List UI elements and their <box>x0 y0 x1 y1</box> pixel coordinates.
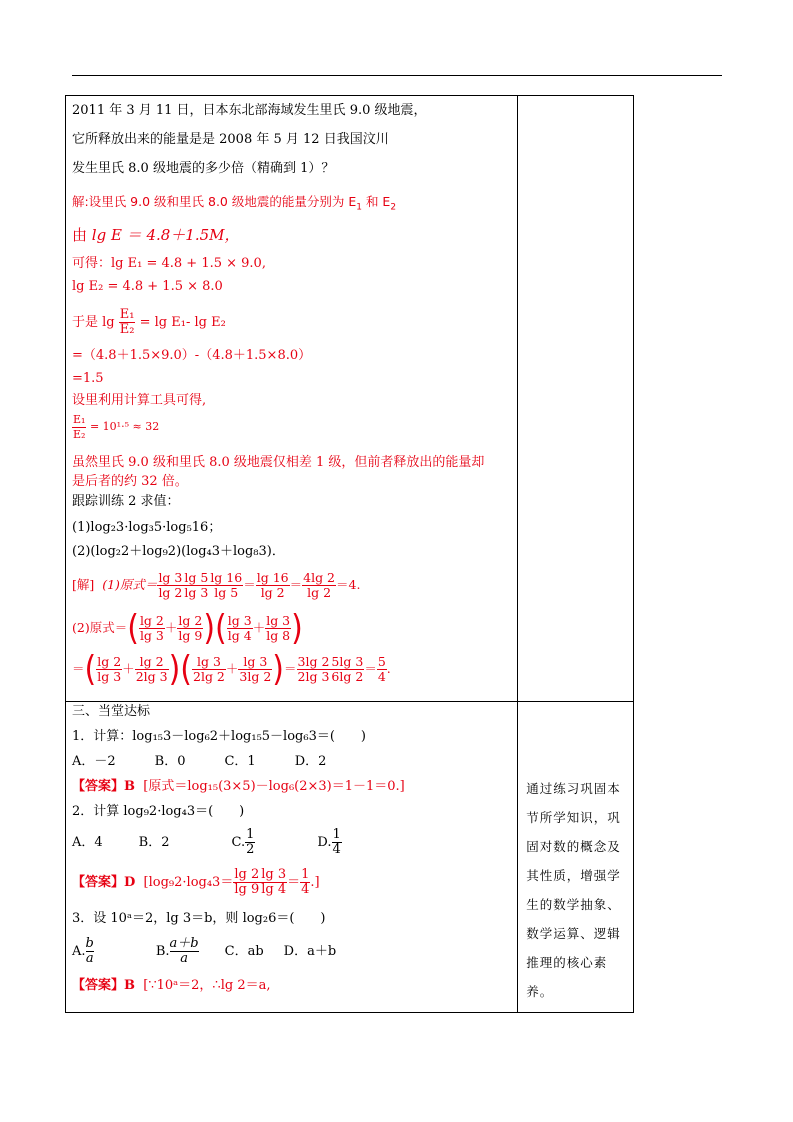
energy-formula: 由 lg E ＝ 4.8＋1.5M， <box>72 226 240 244</box>
exercise-q2-options: A．4 B．2 C. $\frac{1}{2}$ D. $\frac{1}{4}$ <box>72 827 341 857</box>
exercise-cell <box>66 702 518 1013</box>
practice-title: 跟踪训练 2 求值： <box>72 494 180 509</box>
exercise-q1-answer: 【答案】B [原式＝log₁₅(3×5)－log₆(2×3)＝1－1＝0.] <box>72 779 405 794</box>
section-heading: 三、当堂达标 <box>72 704 151 719</box>
conclusion-line-1: 虽然里氏 9.0 级和里氏 8.0 级地震仅相差 1 级，但前者释放出的能量却 <box>72 455 485 470</box>
side-cell-empty <box>518 96 634 702</box>
exercise-q1-options: A．－2 B．0 C．1 D．2 <box>72 754 327 769</box>
problem-line-2: 它所释放出来的能量是是 2008 年 5 月 12 日我国汶川 <box>72 132 389 147</box>
exercise-q2: 2．计算 log₉2·log₄3＝( ) <box>72 804 245 819</box>
ratio-line: $\frac{\text{E₁}}{\text{E₂}}$ = 10¹·⁵ ≈ 32 <box>73 412 160 441</box>
result-line: =1.5 <box>72 371 104 386</box>
problem-line-3: 发生里氏 8.0 级地震的多少倍（精确到 1）？ <box>72 161 335 176</box>
practice-q2: (2)(log₂2＋log₉2)(log₄3＋log₈3)． <box>72 544 285 559</box>
lesson-table <box>65 95 634 1013</box>
exercise-q2-answer: 【答案】D [log₉2·log₄3＝ $\frac{\lg 2}{\lg 9}$ $\frac{\lg 3}{\lg 4}$ ＝ $\frac{1}{4}$ .] <box>72 867 320 897</box>
exercise-q1: 1．计算：log₁₅3－log₆2＋log₁₅5－log₆3＝( ) <box>72 729 366 744</box>
conclusion-line-2: 是后者的约 32 倍。 <box>72 474 188 489</box>
log-difference: 于是 lg $\frac{\text{E₁}}{\text{E₂}}$ = lg E₁- lg E₂ <box>72 307 226 337</box>
teaching-note: 通过练习巩固本节所学知识，巩固对数的概念及其性质，增强学生的数学抽象、数学运算、逻辑推理的核心素养。 <box>526 781 621 999</box>
example-cell <box>66 96 518 702</box>
header-rule <box>72 75 722 76</box>
solution-intro: 解:设里氏 9.0 级和里氏 8.0 级地震的能量分别为 $E_1$ 和 $E_2$ <box>72 194 397 213</box>
side-cell-note <box>518 702 634 1013</box>
exercise-q3: 3．设 10ᵃ＝2，lg 3＝b，则 log₂6＝( ) <box>72 911 326 926</box>
answer-2: (2)原式＝( $\frac{\lg 2}{\lg 3}$ ＋ $\frac{\lg 2}{\lg 9}$ )( $\frac{\lg 3}{\lg 4}$ ＋ $\frac{\lg 3}{\lg 8}$ ) <box>72 607 303 649</box>
answer-3: ＝( $\frac{\lg 2}{\lg 3}$ ＋ $\frac{\lg 2}{2\lg 3}$ )( $\frac{\lg 3}{2\lg 2}$ ＋ $\frac{\lg 3}{3\lg 2}$ )＝ $\frac{3\lg 2}{2\lg 3}$ $\frac{5\lg 3}{6\lg 2}$ ＝ $\frac{5}{4}$ . <box>72 648 391 690</box>
problem-line-1: 2011 年 3 月 11 日，日本东北部海域发生里氏 9.0 级地震， <box>72 103 427 118</box>
exercise-q3-options: A. $\frac{b}{a}$ B. $\frac{a+b}{a}$ C．ab D．a＋b <box>72 936 337 966</box>
equation-1: 可得：lg E₁ = 4.8 + 1.5 × 9.0, <box>72 256 266 271</box>
practice-q1: (1)log₂3·log₃5·log₅16； <box>72 520 222 535</box>
equation-2: lg E₂ = 4.8 + 1.5 × 8.0 <box>72 279 223 294</box>
answer-1: [解] (1)原式＝ $\frac{\lg 3}{\lg 2}$ $\frac{\lg 5}{\lg 3}$ $\frac{\lg 16}{\lg 5}$ ＝ $\frac{\lg 16}{\lg 2}$ ＝ $\frac{4\lg 2}{\lg 2}$ ＝4. <box>72 570 361 600</box>
exercise-q3-answer: 【答案】B [∵10ᵃ＝2，∴lg 2＝a, <box>72 978 271 993</box>
calc-line: =（4.8＋1.5×9.0）-（4.8＋1.5×8.0） <box>72 348 312 363</box>
tool-line: 设里利用计算工具可得, <box>72 393 207 408</box>
